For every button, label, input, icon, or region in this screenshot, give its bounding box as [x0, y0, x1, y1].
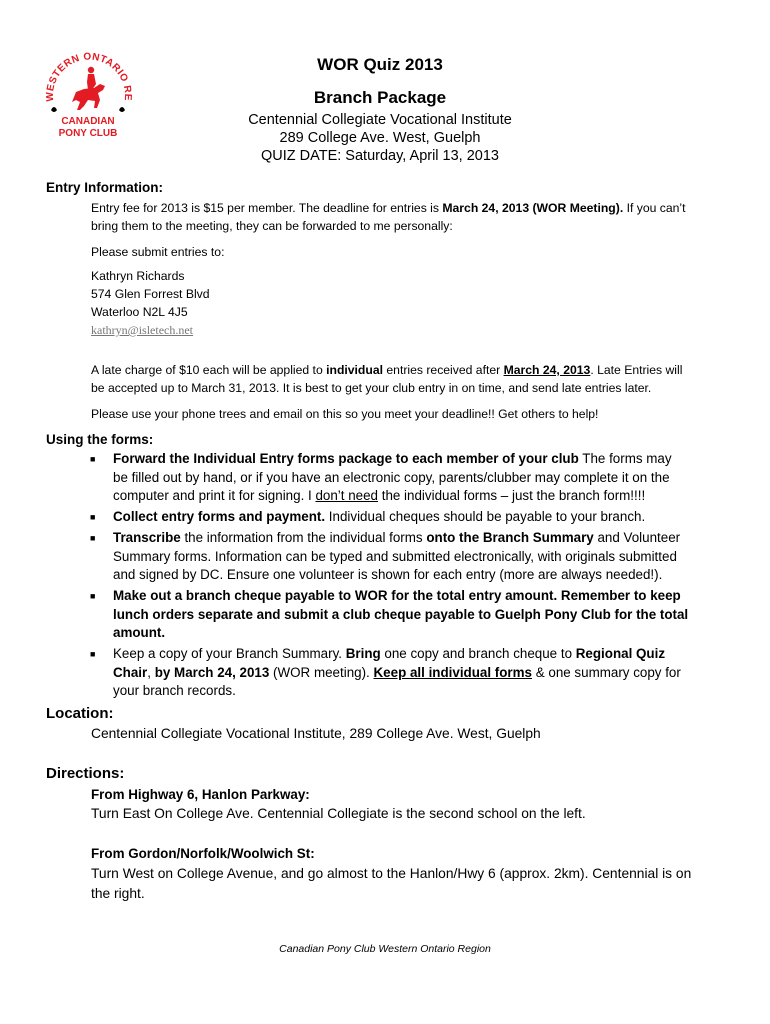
forms-item-1 — [113, 450, 733, 506]
logo-emblem — [42, 44, 134, 144]
forms-item-3-mid: the information from the individual forms — [180, 530, 427, 545]
entry-fee-text: Entry fee for 2013 is $15 per member. The deadline for entries is — [91, 201, 443, 215]
bullet-4: ■ — [90, 591, 96, 601]
venue-address: 289 College Ave. West, Guelph — [279, 130, 481, 146]
late-text-c: entries received after — [383, 363, 504, 377]
forms-item-5-l2e: Keep all individual forms — [373, 664, 532, 680]
quiz-date: QUIZ DATE: Saturday, April 13, 2013 — [260, 148, 499, 164]
venue-name: Centennial Collegiate Vocational Institute — [248, 112, 512, 128]
logo-arc-text: WESTERN ONTARIO RE — [44, 51, 134, 102]
directions-heading: Directions: — [46, 765, 125, 782]
forms-item-1-underlined: don’t need — [315, 488, 378, 504]
forms-item-5-l2b: , — [147, 664, 155, 680]
late-deadline: March 24, 2013 — [503, 363, 591, 377]
forms-item-1-line3b: the individual forms – just the branch form!!!! — [378, 488, 646, 504]
late-text-a: A late charge of $10 each will be applied to — [91, 363, 327, 377]
pony-club-logo — [42, 44, 134, 144]
forms-item-3-line2: Summary forms. Information can be typed and submitted electronically, with originals submitted — [113, 548, 677, 564]
forms-item-5-line3: your branch records. — [113, 683, 236, 699]
forms-item-5-d: Regional Quiz — [575, 646, 666, 661]
late-text-e: . Late Entries will — [590, 363, 683, 377]
bullet-5: ■ — [90, 649, 96, 659]
forms-item-3-bold2: onto the Branch Summary — [426, 530, 594, 545]
forms-heading: Using the forms: — [46, 432, 154, 447]
submit-label: Please submit entries to: — [91, 245, 225, 259]
forms-item-5-l2a: Chair — [113, 664, 148, 680]
forms-item-3 — [113, 529, 733, 585]
route-2-title: From Gordon/Norfolk/Woolwich St: — [91, 846, 315, 861]
entry-fee-paragraph — [91, 199, 731, 236]
location-heading: Location: — [46, 705, 114, 722]
route-1-title: From Highway 6, Hanlon Parkway: — [91, 787, 310, 802]
contact-street: 574 Glen Forrest Blvd — [91, 287, 210, 301]
entry-deadline: March 24, 2013 (WOR Meeting). — [442, 201, 624, 215]
forms-item-4 — [113, 587, 733, 643]
location-text: Centennial Collegiate Vocational Institute, 289 College Ave. West, Guelph — [91, 726, 541, 741]
forms-item-4-line1: Make out a branch cheque payable to WOR for the total entry amount. Remember to keep — [113, 588, 681, 603]
route-1-text: Turn East On College Ave. Centennial Collegiate is the second school on the left. — [91, 806, 586, 821]
page-title: WOR Quiz 2013 — [317, 55, 443, 74]
bullet-2: ■ — [90, 512, 96, 522]
page-footer: Canadian Pony Club Western Ontario Region — [279, 943, 491, 955]
route-2-text — [91, 864, 731, 904]
forms-item-5-a: Keep a copy of your Branch Summary. — [113, 646, 346, 661]
forms-item-1-rest: The forms may — [578, 451, 672, 466]
forms-item-5 — [113, 645, 733, 701]
late-charge-paragraph — [91, 361, 741, 398]
contact-email[interactable]: kathryn@isletech.net — [91, 323, 194, 337]
forms-item-4-line2: lunch orders separate and submit a club cheque payable to Guelph Pony Club for the total — [113, 606, 689, 622]
forms-item-1-bold: Forward the Individual Entry forms package to each member of your club — [113, 451, 579, 466]
forms-item-5-l2c: by March 24, 2013 — [154, 664, 270, 680]
bullet-3: ■ — [90, 533, 96, 543]
forms-item-2 — [113, 508, 733, 527]
horse-rider-icon — [72, 67, 105, 110]
forms-item-5-c: one copy and branch cheque to — [380, 646, 576, 661]
forms-item-3-bold: Transcribe — [113, 530, 181, 545]
entry-fee-text-end: If you can’t — [623, 201, 686, 215]
fleur-icon — [51, 107, 125, 112]
late-text-line2: be accepted up to March 31, 2013. It is best to get your club entry in on time, and send late entries later. — [91, 381, 652, 396]
forms-item-3-line3: and signed by DC. Ensure one volunteer is shown for each entry (more are always needed!). — [113, 567, 663, 583]
phone-tree-note: Please use your phone trees and email on this so you meet your deadline!! Get others to help! — [91, 407, 599, 421]
bullet-1: ■ — [90, 454, 96, 464]
forms-item-1-line2: be filled out by hand, or if you have an electronic copy, parents/clubber may complete it on the — [113, 469, 670, 485]
entry-heading: Entry Information: — [46, 180, 163, 195]
logo-line-2: PONY CLUB — [58, 128, 118, 139]
forms-item-2-rest: Individual cheques should be payable to your branch. — [325, 509, 646, 524]
page-subtitle: Branch Package — [313, 88, 447, 107]
logo-line-1: CANADIAN — [61, 116, 115, 127]
forms-item-5-l2d: (WOR meeting). — [269, 664, 374, 680]
contact-name: Kathryn Richards — [91, 269, 185, 283]
forms-item-3-end: and Volunteer — [593, 530, 681, 545]
route-2-line2: the right. — [91, 886, 145, 901]
entry-fee-text-line2: bring them to the meeting, they can be forwarded to me personally: — [91, 219, 453, 234]
forms-item-5-b: Bring — [345, 646, 381, 661]
late-text-b: individual — [326, 363, 383, 377]
contact-email-link[interactable] — [91, 321, 193, 339]
forms-item-4-line3: amount. — [113, 625, 166, 641]
contact-city: Waterloo N2L 4J5 — [91, 305, 188, 319]
forms-item-1-line3a: computer and print it for signing. I — [113, 488, 316, 504]
route-2-line1: Turn West on College Avenue, and go almost to the Hanlon/Hwy 6 (approx. 2km). Centennial is on — [91, 866, 692, 881]
forms-item-5-l2f: & one summary copy for — [532, 664, 681, 680]
forms-item-2-bold: Collect entry forms and payment. — [113, 509, 326, 524]
